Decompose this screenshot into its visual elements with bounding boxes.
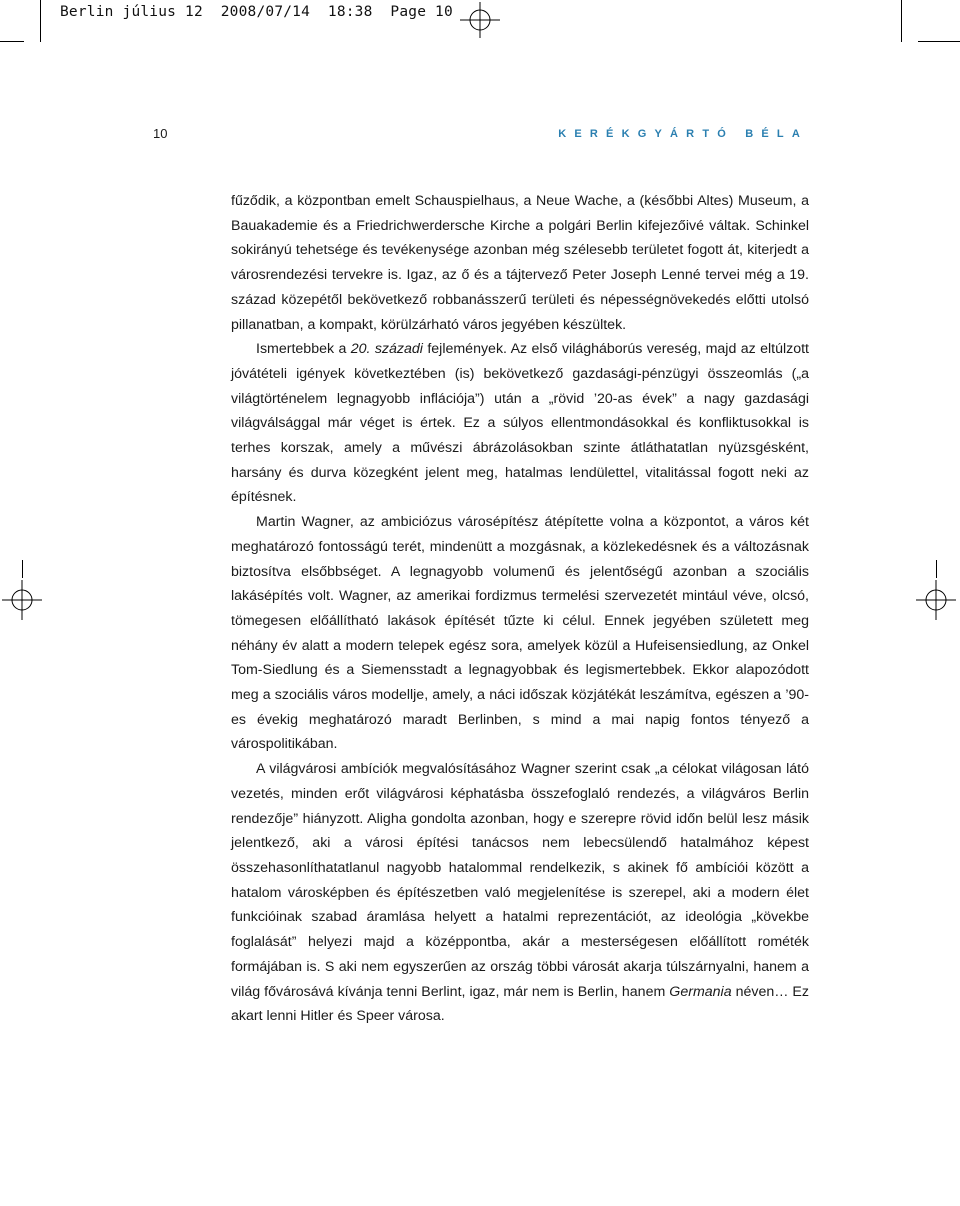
paragraph-text: fűződik, a központban emelt Schauspielhaus, a Neue Wache, a (későbbi Altes) Museum, a Bauakademie és a Friedrichwerdersche Kirche a polgári Berlin kifejezőivé váltak. Schinkel sokirányú tehetsége és tevékenysége azonban még szélesebb területet fogott át, kiterjedt a városrendezési tervekre is. Igaz, az ő és a tájtervező Peter Joseph Lenné tervei még a 19. század közepétől bekövetkező robbanásszerű területi és népességnövekedés előtti utolsó pillanatban, a kompakt, körülzárható város jegyében készültek. <box>231 193 809 333</box>
italic-text: 20. századi <box>350 341 423 358</box>
crop-mark-top-right-horizontal <box>918 41 960 42</box>
registration-mark-top-icon <box>458 0 502 38</box>
paragraph-text: fejlemények. Az első világháborús vereség, majd az eltúlzott jóvátételi igények következtében (is) bekövetkező gazdasági-pénzügyi összeomlás („a világtörténelem legnagyobb inflációja”) után a „rövid ’20-as évek” a nagy gazdasági világválsággal már véget is értek. Ez a súlyos ellentmondásokkal és konfliktusokkal is terhes korszak, amely a művészi ábrázolásokban szinte átláthatatlan nyüzsgésként, harsány és durva közegként jelent meg, hatalmas lendülettel, vitalitással fogott neki az építésnek. <box>231 341 809 506</box>
crop-mark-top-left-vertical <box>40 0 41 42</box>
paragraph <box>231 510 809 757</box>
printer-slug: Berlin július 12 2008/07/14 18:38 Page 10 <box>60 4 453 20</box>
paragraph-text: A világvárosi ambíciók megvalósításához Wagner szerint csak „a célokat világosan látó vezetés, minden erőt világvárosi képhatásba összefoglaló rendezés, a világváros Berlin rendezője” hiányzott. Aligha gondolta azonban, hogy e szerepre rövid időn belül lesz másik jelentkező, aki a városi építési tanácsos nem lebecsülendő hatalmához képest összehasonlíthatatlanul nagyobb hatalommal rendelkezik, s akinek fő ambíciói között a hatalom városképben és építészetben való megjelenítése is szerepel, aki a modern élet funkcióinak szabad áramlása helyett a hatalmi reprezentációt, az ideológia „kövekbe foglalását” helyezi majd a középpontba, akár a mesterségesen előállított rométék formájában is. S aki nem egyszerűen az ország többi városát akarja túlszárnyalni, hanem a világ fővárosává kívánja tenni Berlint, igaz, már nem is Berlin, hanem <box>231 761 809 1000</box>
running-head-author: KERÉKGYÁRTÓ BÉLA <box>558 128 808 140</box>
paragraph-text: Martin Wagner, az ambiciózus városépítész átépítette volna a központot, a város két meghatározó fontosságú terét, mindenütt a mozgásnak, a közlekedésnek és a változásnak biztosítva elsőbbséget. A legnagyobb volumenű és jelentőségű azonban a szociális lakásépítés volt. Wagner, az amerikai fordizmus termelési szervezetét mintául véve, olcsó, tömegesen előállítható lakások építését tűzte ki célul. Ennek jegyében született meg néhány év alatt a modern telepek egész sora, amelyek közül a Hufeisensiedlung, az Onkel Tom-Siedlung és a Siemensstadt a legnagyobbak és legismertebbek. Ekkor alapozódott meg a szociális város modellje, amely, a náci időszak közjátékát leszámítva, egészen a ’90-es évekig meghatározó maradt Berlinben, s mind a mai napig fontos tényező a várospolitikában. <box>231 514 809 753</box>
body-text <box>231 189 809 1029</box>
registration-mark-left-icon <box>0 578 42 622</box>
crop-mark-right-vertical <box>936 560 937 578</box>
paragraph-text: néven… Ez akart lenni Hitler és Speer városa. <box>231 983 809 1025</box>
italic-text: Germania <box>669 983 732 1000</box>
paragraph-text: Ismertebbek a <box>256 341 351 358</box>
crop-mark-top-right-vertical <box>901 0 902 42</box>
crop-mark-top-left-horizontal <box>0 41 24 42</box>
paragraph <box>231 337 809 510</box>
registration-mark-right-icon <box>914 578 958 622</box>
crop-mark-left-vertical <box>22 560 23 578</box>
page-number: 10 <box>153 126 168 141</box>
paragraph <box>231 189 809 337</box>
paragraph <box>231 757 809 1029</box>
